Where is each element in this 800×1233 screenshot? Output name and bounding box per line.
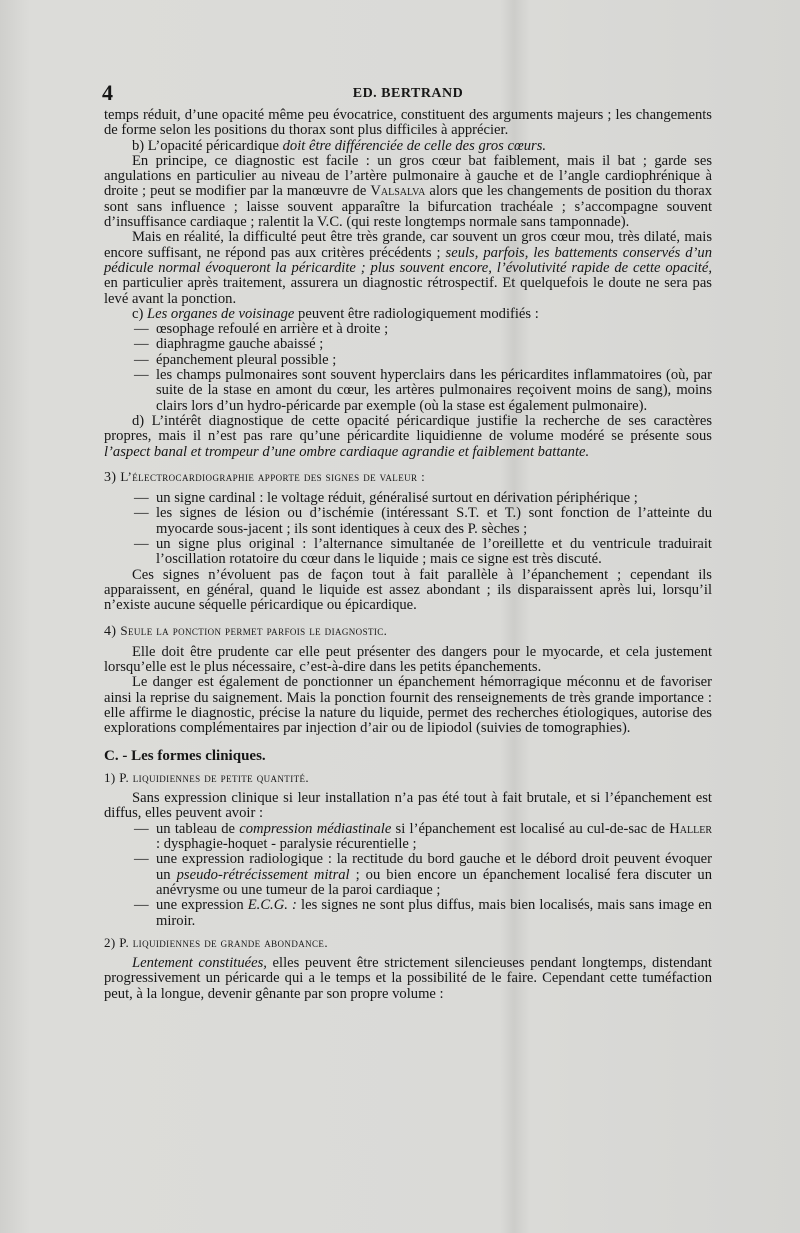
text: si l’épanchement est localisé au cul-de-sac de xyxy=(391,820,670,837)
list-text: diaphragme gauche abaissé ; xyxy=(156,336,324,353)
section-number: 4) xyxy=(104,623,121,639)
dash: — xyxy=(134,536,149,553)
page-body xyxy=(104,108,712,1002)
text: b) L’opacité péricardique xyxy=(132,137,283,154)
dash: — xyxy=(134,367,149,384)
text: en particulier après traitement, assurera un diagnostic rétrospectif. Et quelquefois le doute ne sera pas levé avant la ponction. xyxy=(104,275,712,307)
dash: — xyxy=(134,820,149,837)
paragraph xyxy=(104,154,712,230)
text: les signes ne sont plus diffus, mais bien localisés, mais sans image en miroir. xyxy=(156,897,712,929)
subsection-number: 1) P. xyxy=(104,769,133,785)
list-item xyxy=(104,506,712,537)
paragraph: temps réduit, d’une opacité même peu évocatrice, constituent des arguments majeurs ; les changements de forme selon les positions du thorax sont plus difficiles à apprécier. xyxy=(104,107,712,139)
list-item xyxy=(104,852,712,898)
list-item xyxy=(104,337,712,352)
author-name: Valsalva xyxy=(370,183,426,200)
section-title: Seule la ponction permet parfois le diagnostic. xyxy=(120,622,388,638)
section-heading-c: C. - Les formes cliniques. xyxy=(104,747,266,764)
text: : xyxy=(417,468,426,484)
italic-text: E.C.G. : xyxy=(247,897,297,914)
text: une expression radiologique : la rectitude du bord gauche et le débord droit peuvent évoquer un xyxy=(156,851,712,883)
list-text: les champs pulmonaires sont souvent hyperclairs dans les péricardites inflammatoires (où, par suite de la stase en amont du cœur, les artères pulmonaires reçoivent moins de sang), moins clairs lors d’un hydro-péricarde par exemple (où la stase est également pulmonaire). xyxy=(156,367,712,414)
list-item xyxy=(104,537,712,568)
paragraph-d xyxy=(104,414,712,460)
list-text: les signes de lésion ou d’ischémie (intéressant S.T. et T.) sont fonction de l’atteinte du myocarde sous-jacent ; ils sont identiques à ceux des P. sèches ; xyxy=(156,505,712,537)
italic-text: Les organes de voisinage xyxy=(147,305,295,322)
italic-text: pseudo-rétrécissement mitral xyxy=(176,866,350,883)
dash: — xyxy=(134,321,149,338)
paragraph: Sans expression clinique si leur installation n’a pas été tout à fait brutale, et si l’épanchement est diffus, elles peuvent avoir : xyxy=(104,790,712,822)
list-text: œsophage refoulé en arrière et à droite ; xyxy=(156,321,389,338)
list-text: épanchement pleural possible ; xyxy=(156,351,337,368)
running-title: ED. BERTRAND xyxy=(352,86,464,101)
paragraph: Ces signes n’évoluent pas de façon tout à fait parallèle à l’épanchement ; cependant ils apparaissent, en général, quand le liquide est assez abondant ; ils disparaissent après lui, lorsqu’il n’existe aucune séquelle péricardique ou épicardique. xyxy=(104,566,712,614)
text: En principe, ce diagnostic est facile : un gros cœur bat faiblement, mais il bat ; garde ses angulations en particulier au niveau de l’artère pulmonaire à gauche et de l’angle cardiophrénique à droite ; peut se modifier par la manœuvre de xyxy=(104,152,712,200)
paragraph-c xyxy=(104,307,712,322)
italic-text: Lentement constituées, xyxy=(132,955,267,972)
text: elles peuvent être strictement silencieuses pendant longtemps, distendant progressivement un péricarde qui a le temps et la possibilité de le faire. Cependant cette tuméfaction peut, à la longue, devenir gênante par son propre volume : xyxy=(104,955,712,1002)
paragraph: Le danger est également de ponctionner un épanchement hémorragique méconnu et de favoriser ainsi la reprise du saignement. Mais la ponction fournit des renseignements de très grande importance : elle affirme le diagnostic, précise la nature du liquide, permet des recherches étiologiques, autorise des explorations complémentaires par injection d’air ou de lipiodol (suivies de tomographies). xyxy=(104,674,712,737)
text: ; ou bien encore un épanchement localisé fera discuter un anévrysme ou une tumeur de la paroi cardiaque ; xyxy=(156,866,712,898)
section-heading-4 xyxy=(104,623,712,639)
list-text: un signe cardinal : le voltage réduit, généralisé surtout en dérivation périphérique ; xyxy=(156,490,638,507)
section-title: L’électrocardiographie apporte des signes de valeur xyxy=(120,468,418,484)
text: d) L’intérêt diagnostique de cette opacité péricardique justifie la recherche de ses caractères propres, mais il n’est pas rare qu’une péricardite liquidienne de volume modéré se présente sous xyxy=(104,412,712,445)
list-item xyxy=(104,353,712,368)
subsection-number: 2) P. xyxy=(104,934,133,950)
text: : dysphagie-hoquet - paralysie récurentielle ; xyxy=(156,836,417,853)
text: un tableau de xyxy=(156,820,240,837)
dash: — xyxy=(134,897,149,914)
text: c) xyxy=(132,305,147,322)
paragraph-b xyxy=(104,139,712,154)
subsection-heading-2 xyxy=(104,935,712,950)
list-item xyxy=(104,322,712,337)
section-heading-3 xyxy=(104,469,712,485)
list-item xyxy=(104,898,712,929)
dash: — xyxy=(134,505,149,522)
list-item xyxy=(104,822,712,853)
list-text: un signe plus original : l’alternance simultanée de l’oreillette et du ventricule traduirait l’oscillation rotatoire du cœur dans le liquide ; mais ce signe est très discuté. xyxy=(156,536,712,568)
paragraph xyxy=(104,230,712,306)
italic-text: seuls, parfois, les battements conservés d’un pédicule normal évoqueront la péricardite ; plus souvent encore, l’évolutivité rapide de cette opacité, xyxy=(104,244,712,276)
text: peuvent être radiologiquement modifiés : xyxy=(294,305,539,322)
list-item xyxy=(104,491,712,506)
page-number: 4 xyxy=(102,80,113,105)
text: Mais en réalité, la difficulté peut être très grande, car souvent un gros cœur mou, très dilaté, mais encore suffisant, ne répond pas aux critères précédents ; xyxy=(104,229,712,261)
italic-text: doit être différenciée de celle des gros cœurs. xyxy=(282,137,547,154)
paragraph xyxy=(104,956,712,1002)
paragraph: Elle doit être prudente car elle peut présenter des dangers pour le myocarde, et cela justement lorsqu’elle est le plus nécessaire, c’est-à-dire dans les petits épanchements. xyxy=(104,643,712,676)
text: une expression xyxy=(156,897,248,914)
subsection-heading-1 xyxy=(104,770,712,785)
dash: — xyxy=(134,336,149,353)
list-item xyxy=(104,368,712,414)
italic-text: l’aspect banal et trompeur d’une ombre cardiaque agrandie et faiblement battante. xyxy=(104,443,590,460)
dash: — xyxy=(134,490,149,507)
dash: — xyxy=(134,351,149,368)
page-header xyxy=(104,80,712,108)
author-name: Haller xyxy=(669,820,712,837)
text: alors que les changements de position du thorax sont sans influence ; laisse souvent apparaître la bifurcation trachéale ; s’accompagne souvent d’insuffisance cardiaque ; ralentit la V.C. (qui reste longtemps normale sans tamponnade). xyxy=(104,183,712,231)
subsection-title: liquidiennes de petite quantité. xyxy=(132,769,310,785)
subsection-title: liquidiennes de grande abondance. xyxy=(132,934,328,950)
italic-text: compression médiastinale xyxy=(239,820,392,837)
dash: — xyxy=(134,851,149,868)
section-number: 3) xyxy=(104,469,121,485)
